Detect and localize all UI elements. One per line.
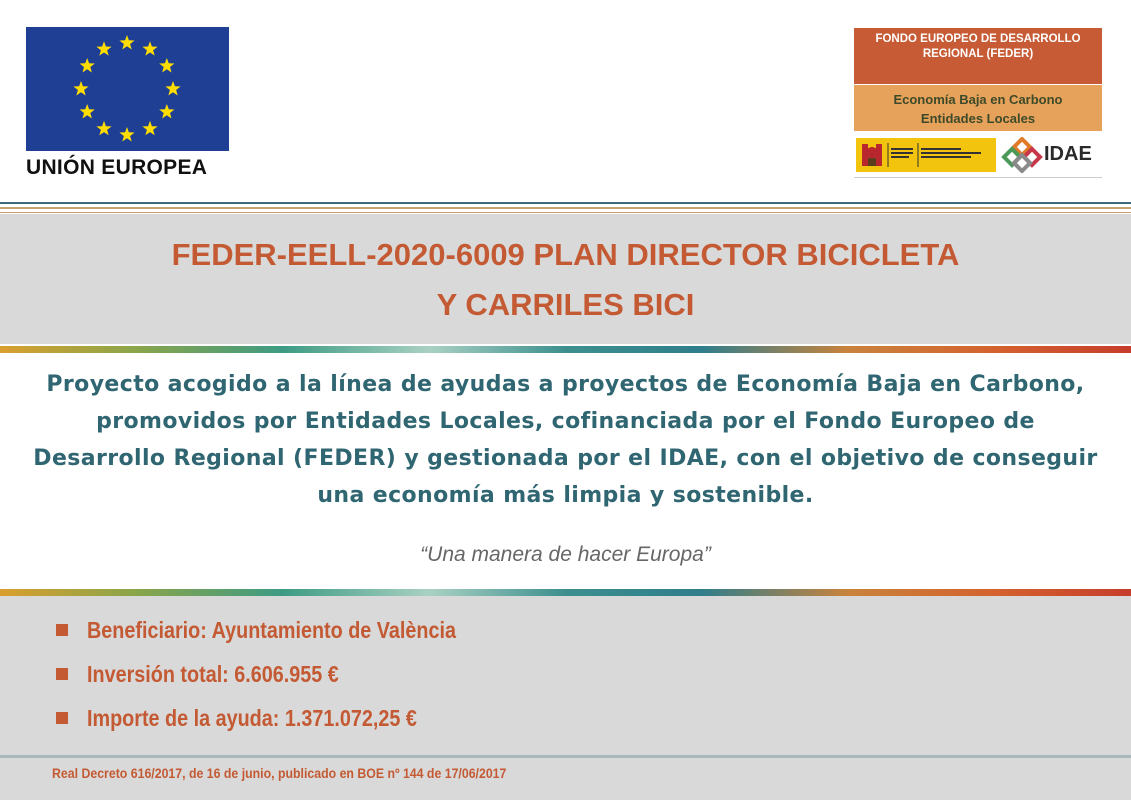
eu-star-icon (159, 58, 174, 73)
title-band (0, 214, 1131, 344)
eu-slogan: “Una manera de hacer Europa” (420, 543, 711, 566)
eu-star-icon (159, 104, 174, 119)
eu-star-icon (142, 121, 157, 136)
feder-program-line2: Entidades Locales (920, 111, 1036, 126)
spain-coat-of-arms-icon (862, 144, 882, 166)
feder-program-line1: Economía Baja en Carbono (893, 92, 1063, 107)
footer-divider (0, 755, 1131, 758)
idae-logo-icon (1000, 137, 1100, 173)
eu-star-icon (96, 121, 111, 136)
divider (0, 202, 1131, 204)
eu-star-icon (80, 104, 95, 119)
info-item-aid-amount (56, 703, 471, 733)
gradient-divider (0, 346, 1131, 353)
page-title-line2: Y CARRILES BICI (436, 287, 695, 322)
info-item-label: Inversión total: 6.606.955 € (87, 660, 339, 687)
eu-star-icon (96, 41, 111, 55)
bullet-square-icon (56, 712, 68, 724)
eu-label: UNIÓN EUROPEA (26, 156, 208, 179)
page-title-line1: FEDER-EELL-2020-6009 PLAN DIRECTOR BICICLETA (171, 237, 960, 272)
eu-star-icon (165, 81, 180, 96)
institution-logos (854, 133, 1102, 178)
info-item-label: Beneficiario: Ayuntamiento de València (87, 616, 456, 643)
eu-star-icon (142, 41, 157, 55)
info-item-label: Importe de la ayuda: 1.371.072,25 € (87, 704, 417, 731)
idae-label: IDAE (1044, 143, 1092, 165)
feder-fund-title: FONDO EUROPEO DE DESARROLLO REGIONAL (FEDER) (854, 28, 1102, 84)
divider (0, 212, 1131, 213)
gradient-divider (0, 589, 1131, 596)
info-item-total-investment (56, 659, 380, 689)
eu-flag-icon (26, 27, 229, 151)
bullet-square-icon (56, 668, 68, 680)
spain-government-logo (856, 138, 996, 172)
legal-reference: Real Decreto 616/2017, de 16 de junio, publicado en BOE nº 144 de 17/06/2017 (52, 765, 507, 781)
feder-program (854, 85, 1102, 131)
eu-star-icon (80, 58, 95, 73)
bullet-square-icon (56, 624, 68, 636)
eu-star-icon (119, 35, 134, 50)
project-description: Proyecto acogido a la línea de ayudas a proyectos de Economía Baja en Carbono, promovidos por Entidades Locales, cofinanciada por el Fondo Europeo de Desarrollo Regional (FEDER) y gestionada por el IDAE, con el objetivo de conseguir una economía más limpia y sostenible. (33, 372, 1098, 508)
eu-star-icon (119, 127, 134, 142)
info-item-beneficiary (56, 615, 516, 645)
divider (0, 207, 1131, 209)
eu-star-icon (73, 81, 88, 96)
